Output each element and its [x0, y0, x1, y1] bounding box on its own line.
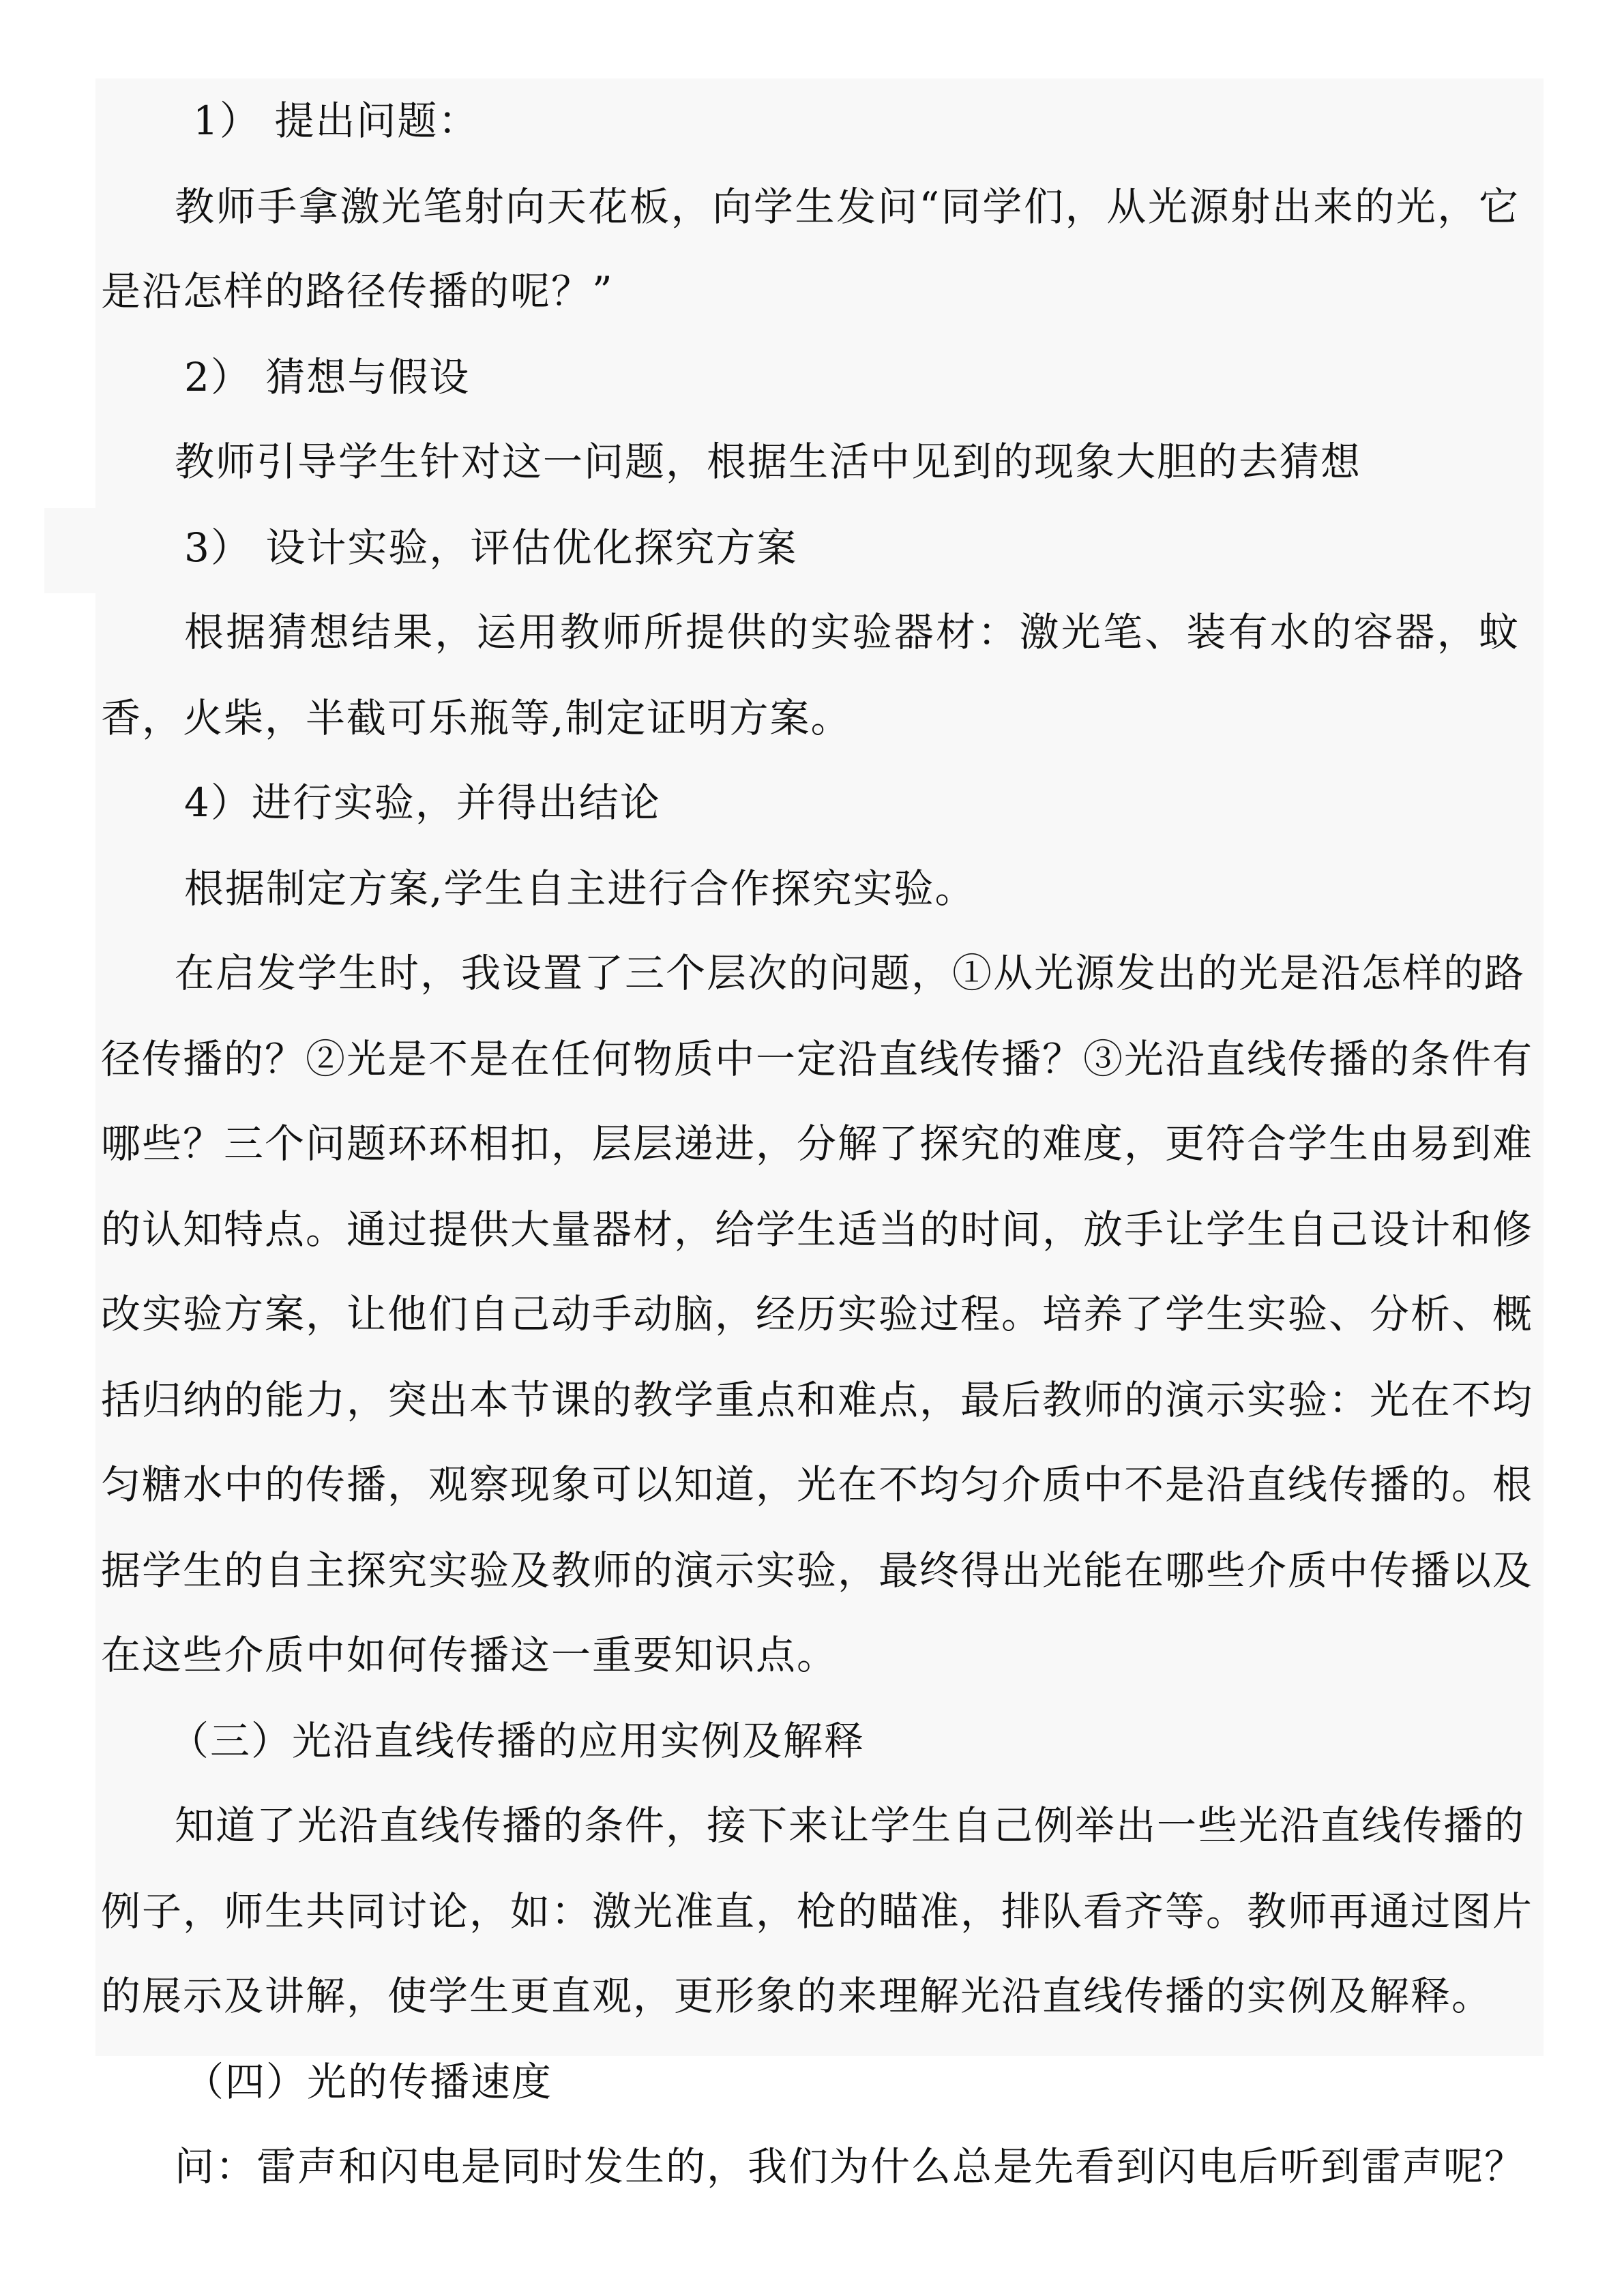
shaded-margin-block: [44, 508, 99, 593]
paragraph-line: 根据猜想结果，运用教师所提供的实验器材：激光笔、装有水的容器，蚊: [184, 609, 1520, 655]
paragraph-line: 径传播的？②光是不是在任何物质中一定沿直线传播？③光沿直线传播的条件有: [101, 1036, 1534, 1082]
paragraph-line: 根据制定方案,学生自主进行合作探究实验。: [184, 865, 976, 912]
paragraph-line: 知道了光沿直线传播的条件，接下来让学生自己例举出一些光沿直线传播的: [175, 1802, 1526, 1849]
paragraph-line: 例子，师生共同讨论，如：激光准直，枪的瞄准，排队看齐等。教师再通过图片: [101, 1888, 1534, 1935]
paragraph-line: 哪些？三个问题环环相扣，层层递进，分解了探究的难度，更符合学生由易到难: [101, 1120, 1534, 1167]
step3-heading: 3） 设计实验，评估优化探究方案: [184, 524, 798, 571]
paragraph-line: 括归纳的能力，突出本节课的教学重点和难点，最后教师的演示实验：光在不均: [101, 1377, 1534, 1423]
paragraph-line: 是沿怎样的路径传播的呢？”: [101, 268, 614, 314]
paragraph-line: 匀糖水中的传播，观察现象可以知道，光在不均匀介质中不是沿直线传播的。根: [101, 1461, 1534, 1508]
section-3-heading: （三）光沿直线传播的应用实例及解释: [169, 1718, 866, 1764]
paragraph-line: 教师手拿激光笔射向天花板，向学生发问“同学们，从光源射出来的光，它: [175, 183, 1520, 230]
step2-heading: 2） 猜想与假设: [184, 354, 471, 400]
paragraph-line: 在启发学生时，我设置了三个层次的问题，①从光源发出的光是沿怎样的路: [175, 950, 1526, 996]
paragraph-line: 在这些介质中如何传播这一重要知识点。: [101, 1632, 838, 1678]
paragraph-line: 改实验方案，让他们自己动手动脑，经历实验过程。培养了学生实验、分析、概: [101, 1291, 1534, 1337]
step1-heading: 1） 提出问题：: [193, 98, 479, 144]
paragraph-line: 的展示及讲解，使学生更直观，更形象的来理解光沿直线传播的实例及解释。: [101, 1973, 1493, 2019]
step4-heading: 4）进行实验，并得出结论: [184, 779, 661, 826]
section-4-heading: （四）光的传播速度: [184, 2059, 553, 2105]
paragraph-line: 据学生的自主探究实验及教师的演示实验，最终得出光能在哪些介质中传播以及: [101, 1547, 1534, 1594]
paragraph-line: 教师引导学生针对这一问题，根据生活中见到的现象大胆的去猜想: [175, 438, 1362, 485]
paragraph-line: 的认知特点。通过提供大量器材，给学生适当的时间，放手让学生自己设计和修: [101, 1206, 1534, 1253]
paragraph-line: 香，火柴，半截可乐瓶等,制定证明方案。: [101, 695, 852, 741]
paragraph-line: 问：雷声和闪电是同时发生的，我们为什么总是先看到闪电后听到雷声呢？: [175, 2143, 1526, 2190]
